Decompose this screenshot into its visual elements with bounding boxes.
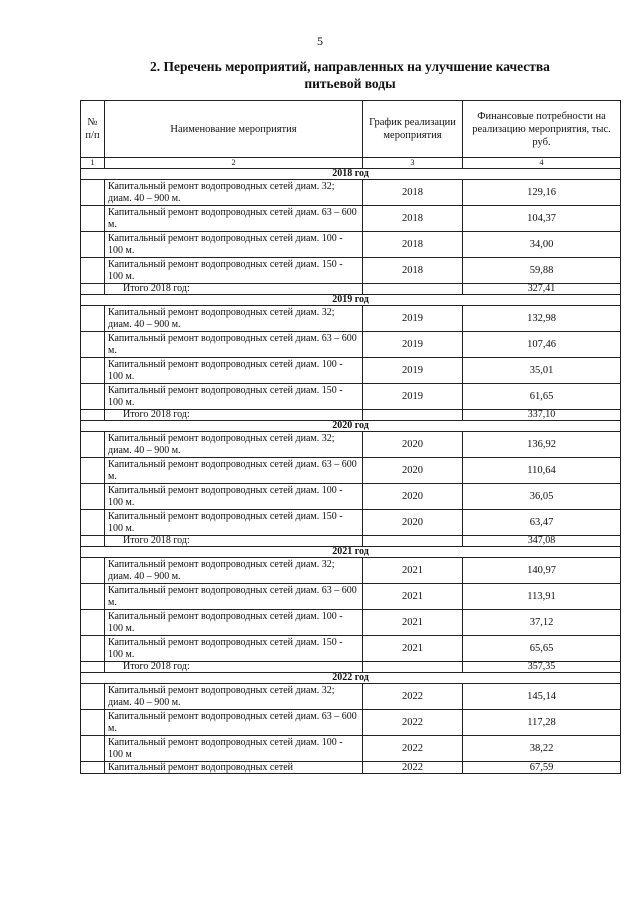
total-row (81, 410, 621, 421)
measure-schedule: 2022 (363, 710, 463, 736)
table-row (81, 206, 621, 232)
year-row (81, 421, 621, 432)
measure-description: Капитальный ремонт водопроводных сетей (105, 762, 363, 774)
measure-description: Капитальный ремонт водопроводных сетей диам. 32; диам. 40 – 900 м. (105, 684, 363, 710)
table-row (81, 710, 621, 736)
year-row (81, 169, 621, 180)
measure-description: Капитальный ремонт водопроводных сетей диам. 32; диам. 40 – 900 м. (105, 180, 363, 206)
measure-cost: 113,91 (463, 584, 621, 610)
row-number-cell (81, 206, 105, 232)
row-number-cell (81, 384, 105, 410)
measure-schedule: 2019 (363, 384, 463, 410)
year-row (81, 547, 621, 558)
measure-schedule: 2021 (363, 558, 463, 584)
measure-schedule: 2022 (363, 762, 463, 774)
table-row (81, 558, 621, 584)
total-value: 357,35 (463, 662, 621, 673)
row-number-cell (81, 510, 105, 536)
measure-cost: 38,22 (463, 736, 621, 762)
table-row (81, 584, 621, 610)
table-row (81, 736, 621, 762)
measure-cost: 67,59 (463, 762, 621, 774)
measure-schedule: 2020 (363, 510, 463, 536)
measure-schedule: 2019 (363, 306, 463, 332)
measure-schedule: 2018 (363, 258, 463, 284)
measure-schedule: 2018 (363, 180, 463, 206)
row-number-cell (81, 358, 105, 384)
total-value: 347,08 (463, 536, 621, 547)
measure-schedule: 2020 (363, 432, 463, 458)
measure-schedule: 2021 (363, 610, 463, 636)
measure-description: Капитальный ремонт водопроводных сетей диам. 32; диам. 40 – 900 м. (105, 558, 363, 584)
measure-description: Капитальный ремонт водопроводных сетей диам. 63 – 600 м. (105, 332, 363, 358)
measure-cost: 59,88 (463, 258, 621, 284)
row-number-cell (81, 636, 105, 662)
table-row (81, 458, 621, 484)
col-number-1: 1 (81, 158, 105, 169)
row-number-cell (81, 232, 105, 258)
table-row (81, 232, 621, 258)
title-line-2: питьевой воды (304, 76, 396, 91)
table-row (81, 636, 621, 662)
table-row (81, 384, 621, 410)
row-number-cell (81, 710, 105, 736)
measure-cost: 117,28 (463, 710, 621, 736)
measure-cost: 107,46 (463, 332, 621, 358)
year-row (81, 295, 621, 306)
row-number-cell (81, 306, 105, 332)
table-row (81, 484, 621, 510)
header-schedule: График реализации мероприятия (363, 101, 463, 158)
row-number-cell (81, 484, 105, 510)
measure-cost: 136,92 (463, 432, 621, 458)
measure-description: Капитальный ремонт водопроводных сетей диам. 100 - 100 м. (105, 232, 363, 258)
measure-schedule: 2019 (363, 358, 463, 384)
table-row (81, 306, 621, 332)
year-heading: 2022 год (81, 673, 621, 684)
total-row (81, 284, 621, 295)
total-label: Итого 2018 год: (105, 662, 363, 673)
measure-schedule: 2021 (363, 636, 463, 662)
title-line-1: 2. Перечень мероприятий, направленных на улучшение качества (150, 59, 550, 74)
measure-cost: 37,12 (463, 610, 621, 636)
col-number-4: 4 (463, 158, 621, 169)
col-number-3: 3 (363, 158, 463, 169)
total-num-cell (81, 536, 105, 547)
row-number-cell (81, 684, 105, 710)
column-number-row (81, 158, 621, 169)
row-number-cell (81, 180, 105, 206)
measure-description: Капитальный ремонт водопроводных сетей диам. 150 - 100 м. (105, 384, 363, 410)
measure-schedule: 2019 (363, 332, 463, 358)
total-value: 327,41 (463, 284, 621, 295)
measure-description: Капитальный ремонт водопроводных сетей диам. 150 - 100 м. (105, 636, 363, 662)
header-name: Наименование мероприятия (105, 101, 363, 158)
header-finance: Финансовые потребности на реализацию мероприятия, тыс. руб. (463, 101, 621, 158)
measure-cost: 104,37 (463, 206, 621, 232)
measure-schedule: 2018 (363, 206, 463, 232)
row-number-cell (81, 332, 105, 358)
measure-description: Капитальный ремонт водопроводных сетей диам. 63 – 600 м. (105, 206, 363, 232)
measure-schedule: 2020 (363, 458, 463, 484)
measure-cost: 63,47 (463, 510, 621, 536)
total-num-cell (81, 410, 105, 421)
measure-cost: 34,00 (463, 232, 621, 258)
row-number-cell (81, 584, 105, 610)
year-heading: 2020 год (81, 421, 621, 432)
measure-cost: 145,14 (463, 684, 621, 710)
year-heading: 2019 год (81, 295, 621, 306)
total-schedule-cell (363, 536, 463, 547)
table-row (81, 510, 621, 536)
total-row (81, 536, 621, 547)
measure-description: Капитальный ремонт водопроводных сетей диам. 32; диам. 40 – 900 м. (105, 432, 363, 458)
measure-description: Капитальный ремонт водопроводных сетей диам. 63 – 600 м. (105, 710, 363, 736)
measure-description: Капитальный ремонт водопроводных сетей диам. 150 - 100 м. (105, 510, 363, 536)
table-row (81, 332, 621, 358)
measure-description: Капитальный ремонт водопроводных сетей диам. 100 - 100 м. (105, 484, 363, 510)
row-number-cell (81, 762, 105, 774)
total-label: Итого 2018 год: (105, 410, 363, 421)
table-row (81, 180, 621, 206)
measure-description: Капитальный ремонт водопроводных сетей диам. 32; диам. 40 – 900 м. (105, 306, 363, 332)
total-schedule-cell (363, 662, 463, 673)
total-schedule-cell (363, 284, 463, 295)
table-row (81, 432, 621, 458)
measure-cost: 140,97 (463, 558, 621, 584)
total-num-cell (81, 662, 105, 673)
year-row (81, 673, 621, 684)
measure-cost: 36,05 (463, 484, 621, 510)
measure-schedule: 2020 (363, 484, 463, 510)
row-number-cell (81, 610, 105, 636)
col-number-2: 2 (105, 158, 363, 169)
measures-table (80, 100, 621, 774)
year-heading: 2021 год (81, 547, 621, 558)
header-row (81, 101, 621, 158)
total-label: Итого 2018 год: (105, 284, 363, 295)
table-row (81, 358, 621, 384)
table-row (81, 610, 621, 636)
measure-cost: 132,98 (463, 306, 621, 332)
measure-description: Капитальный ремонт водопроводных сетей диам. 150 - 100 м. (105, 258, 363, 284)
row-number-cell (81, 432, 105, 458)
total-label: Итого 2018 год: (105, 536, 363, 547)
row-number-cell (81, 736, 105, 762)
measure-description: Капитальный ремонт водопроводных сетей диам. 63 – 600 м. (105, 584, 363, 610)
measure-description: Капитальный ремонт водопроводных сетей диам. 100 - 100 м. (105, 610, 363, 636)
year-heading: 2018 год (81, 169, 621, 180)
measure-cost: 61,65 (463, 384, 621, 410)
measure-cost: 65,65 (463, 636, 621, 662)
total-row (81, 662, 621, 673)
page-title (80, 58, 620, 92)
row-number-cell (81, 258, 105, 284)
table-row (81, 684, 621, 710)
table-row (81, 762, 621, 774)
measure-cost: 35,01 (463, 358, 621, 384)
measure-description: Капитальный ремонт водопроводных сетей диам. 63 – 600 м. (105, 458, 363, 484)
measure-schedule: 2018 (363, 232, 463, 258)
measure-description: Капитальный ремонт водопроводных сетей диам. 100 - 100 м. (105, 358, 363, 384)
total-schedule-cell (363, 410, 463, 421)
page-number: 5 (317, 34, 323, 48)
measure-schedule: 2022 (363, 684, 463, 710)
total-num-cell (81, 284, 105, 295)
row-number-cell (81, 458, 105, 484)
measure-schedule: 2021 (363, 584, 463, 610)
total-value: 337,10 (463, 410, 621, 421)
table-row (81, 258, 621, 284)
measure-schedule: 2022 (363, 736, 463, 762)
header-num: № п/п (81, 101, 105, 158)
row-number-cell (81, 558, 105, 584)
measure-cost: 110,64 (463, 458, 621, 484)
measure-description: Капитальный ремонт водопроводных сетей диам. 100 - 100 м (105, 736, 363, 762)
measure-cost: 129,16 (463, 180, 621, 206)
